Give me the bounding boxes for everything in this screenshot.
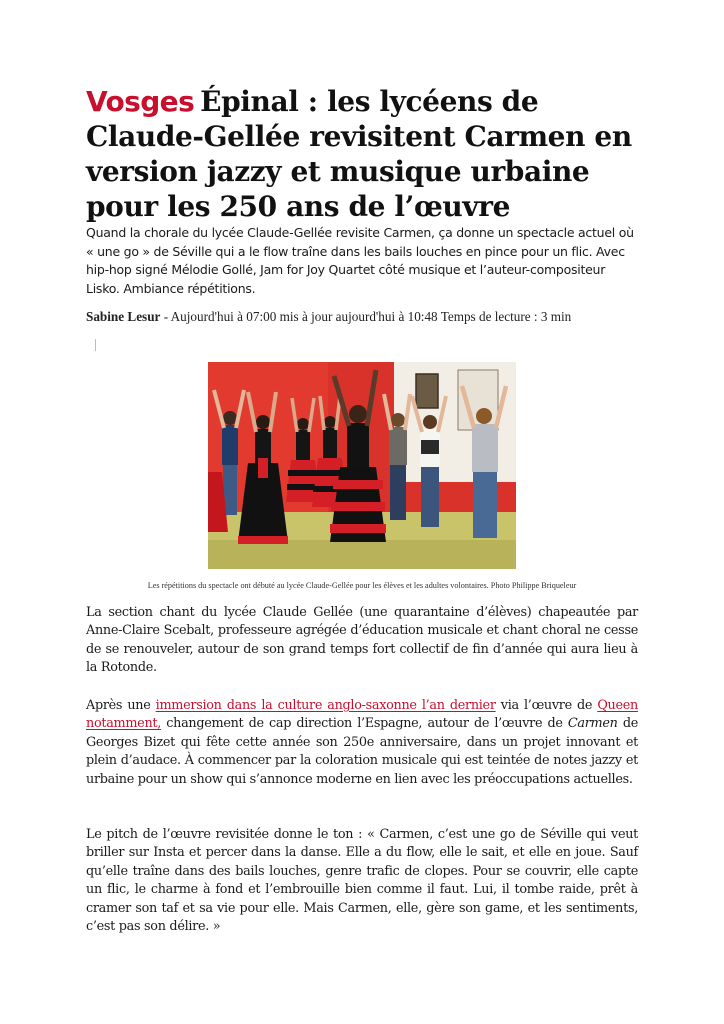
article-header xyxy=(86,84,638,326)
paragraph-2 xyxy=(86,697,638,789)
author-name[interactable]: Sabine Lesur xyxy=(86,309,161,324)
article-photo[interactable] xyxy=(208,362,516,569)
wall-frame xyxy=(416,374,438,408)
byline xyxy=(86,308,638,326)
paragraph-2-text-2: via l’œuvre de xyxy=(495,698,598,713)
section-tag[interactable]: Vosges xyxy=(86,85,195,118)
article-chapo: Quand la chorale du lycée Claude-Gellée revisite Carmen, ça donne un spectacle actuel où « une go » de Séville qui a le flow traîne dans les bails louches en pince pour un flic. Avec hip-hop signé Mélodie Gollé, Jam for Joy Quartet côté musique et l’auteur-compositeur Lisko. Ambiance répétitions. xyxy=(86,225,634,296)
byline-meta: - Aujourd'hui à 07:00 mis à jour aujourd'hui à 10:48 Temps de lecture : 3 min xyxy=(160,309,572,324)
paragraph-2-text-4: de Georges Bizet qui fête cette année son 250e anniversaire, dans un projet innovant et plein d’audace. À commencer par la coloration musicale qui est teintée de notes jazzy et urbaine pour un show qui s’annonce moderne en lien avec les préoccupations actuelles. xyxy=(86,716,638,787)
paragraph-2-text-3: changement de cap direction l’Espagne, autour de l’œuvre de xyxy=(161,716,568,732)
link-queen[interactable]: Queen notamment, xyxy=(86,698,638,732)
article-title: Épinal : les lycéens de Claude-Gellée revisitent Carmen en version jazzy et musique urbaine pour les 250 ans de l’œuvre xyxy=(86,85,632,223)
photo-caption: Les répétitions du spectacle ont débuté au lycée Claude-Gellée pour les élèves et les adultes volontaires. Photo Philippe Briqueleur xyxy=(147,581,577,590)
link-culture-anglo-saxonne[interactable]: immersion dans la culture anglo-saxonne l’an dernier xyxy=(155,698,496,713)
paragraph-2-text-1: Après une xyxy=(86,698,156,713)
article-headline xyxy=(86,84,638,224)
rehearsal-photo-illustration xyxy=(208,362,516,569)
paragraph-1: La section chant du lycée Claude Gellée (une quarantaine d’élèves) chapeautée par Anne-Claire Scebalt, professeure agrégée d’éducation musicale et chant choral ne cesse de se renouveler, autour de son grand temps fort collectif de fin d’année qui aura lieu à la Rotonde. xyxy=(86,605,638,676)
text-cursor-mark xyxy=(95,339,96,351)
floor-shadow xyxy=(208,540,516,569)
paragraph-2-carmen: Carmen xyxy=(567,716,618,732)
paragraph-3: Le pitch de l’œuvre revisitée donne le ton : « Carmen, c’est une go de Séville qui veut briller sur Insta et percer dans la danse. Elle a du flow, elle le sait, et elle en joue. Sauf qu’elle traîne dans des bails louches, genre trafic de clopes. Pour se couvrir, elle capte un flic, le charme à fond et l’embrouille bien comme il faut. Lui, il tombe raide, prêt à cramer son taf et sa vie pour elle. Mais Carmen, elle, gère son game, et les sentiments, c’est pas son délire. » xyxy=(86,827,638,935)
